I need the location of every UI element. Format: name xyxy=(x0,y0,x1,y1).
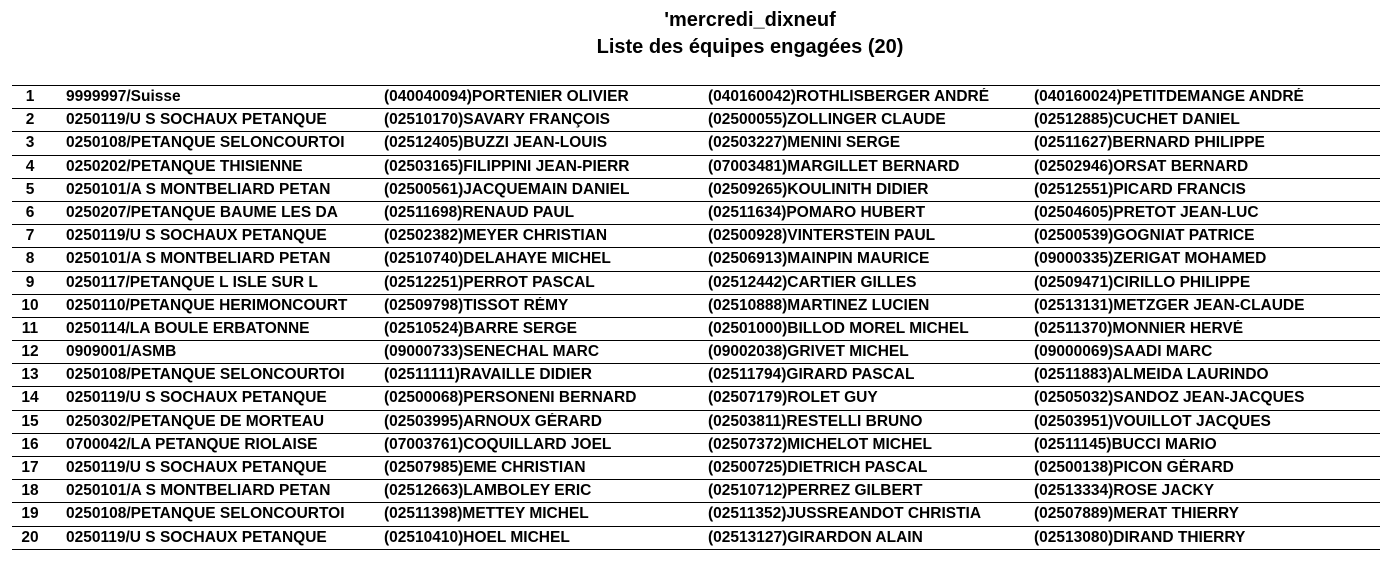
team-number: 8 xyxy=(25,250,35,268)
club-name: 0700042/LA PETANQUE RIOLAISE xyxy=(66,435,318,453)
player-2: (02506913)MAINPIN MAURICE xyxy=(708,250,930,268)
player-1: (09000733)SENECHAL MARC xyxy=(384,343,600,361)
player-2: (02501000)BILLOD MOREL MICHEL xyxy=(708,319,969,337)
table-row xyxy=(12,503,1380,526)
player-3: (09000335)ZERIGAT MOHAMED xyxy=(1034,250,1267,268)
player-3: (02512551)PICARD FRANCIS xyxy=(1034,180,1246,198)
player-2: (02509265)KOULINITH DIDIER xyxy=(708,180,929,198)
player-3: (02513334)ROSE JACKY xyxy=(1034,482,1215,500)
table-row xyxy=(12,86,1380,109)
table-row xyxy=(12,457,1380,480)
player-1: (02511698)RENAUD PAUL xyxy=(384,203,575,221)
table-row xyxy=(12,527,1380,550)
club-name: 0250117/PETANQUE L ISLE SUR L xyxy=(66,273,318,291)
player-2: (02507179)ROLET GUY xyxy=(708,389,878,407)
player-3: (02500138)PICON GÉRARD xyxy=(1034,459,1234,476)
team-number: 12 xyxy=(21,343,39,361)
player-1: (02512663)LAMBOLEY ERIC xyxy=(384,482,592,500)
team-number: 17 xyxy=(21,459,39,476)
player-1: (02510410)HOEL MICHEL xyxy=(384,528,570,546)
player-2: (02511352)JUSSREANDOT CHRISTIA xyxy=(708,505,982,523)
player-1: (02512405)BUZZI JEAN-LOUIS xyxy=(384,134,608,152)
player-2: (02500055)ZOLLINGER CLAUDE xyxy=(708,111,946,129)
table-row xyxy=(12,341,1380,364)
club-name: 0250119/U S SOCHAUX PETANQUE xyxy=(66,227,327,245)
player-1: (02512251)PERROT PASCAL xyxy=(384,273,595,291)
club-name: 0250119/U S SOCHAUX PETANQUE xyxy=(66,528,327,546)
player-2: (02503227)MENINI SERGE xyxy=(708,134,901,152)
teams-list xyxy=(12,85,1380,550)
team-number: 9 xyxy=(25,273,35,291)
table-row xyxy=(12,480,1380,503)
player-2: (07003481)MARGILLET BERNARD xyxy=(708,157,960,175)
table-row xyxy=(12,434,1380,457)
player-1: (02511111)RAVAILLE DIDIER xyxy=(384,366,592,384)
player-1: (040040094)PORTENIER OLIVIER xyxy=(384,88,629,105)
team-number: 5 xyxy=(25,180,35,198)
player-2: (02510888)MARTINEZ LUCIEN xyxy=(708,296,930,314)
club-name: 0909001/ASMB xyxy=(66,343,177,361)
table-row xyxy=(12,364,1380,387)
club-name: 0250207/PETANQUE BAUME LES DA xyxy=(66,203,338,221)
player-3: (02505032)SANDOZ JEAN-JACQUES xyxy=(1034,389,1305,407)
club-name: 0250108/PETANQUE SELONCOURTOI xyxy=(66,505,345,523)
table-row xyxy=(12,156,1380,179)
player-2: (02511634)POMARO HUBERT xyxy=(708,203,926,221)
club-name: 0250119/U S SOCHAUX PETANQUE xyxy=(66,111,327,129)
player-1: (02503995)ARNOUX GÉRARD xyxy=(384,412,602,430)
club-name: 0250108/PETANQUE SELONCOURTOI xyxy=(66,134,345,152)
team-number: 6 xyxy=(25,203,35,221)
player-1: (02511398)METTEY MICHEL xyxy=(384,505,589,523)
team-number: 19 xyxy=(21,505,39,523)
player-1: (07003761)COQUILLARD JOEL xyxy=(384,435,612,453)
club-name: 0250110/PETANQUE HERIMONCOURT xyxy=(66,296,348,314)
table-row xyxy=(12,272,1380,295)
table-row xyxy=(12,318,1380,341)
team-number: 4 xyxy=(25,157,35,175)
player-3: (02507889)MERAT THIERRY xyxy=(1034,505,1240,523)
team-number: 18 xyxy=(21,482,39,500)
player-1: (02503165)FILIPPINI JEAN-PIERR xyxy=(384,157,630,175)
player-2: (09002038)GRIVET MICHEL xyxy=(708,343,909,361)
player-3: (02511627)BERNARD PHILIPPE xyxy=(1034,134,1265,152)
player-3: (02513080)DIRAND THIERRY xyxy=(1034,528,1246,546)
club-name: 0250101/A S MONTBELIARD PETAN xyxy=(66,250,331,268)
club-name: 0250108/PETANQUE SELONCOURTOI xyxy=(66,366,345,384)
player-3: (02500539)GOGNIAT PATRICE xyxy=(1034,227,1255,245)
page-title: 'mercredi_dixneuf xyxy=(664,9,836,31)
team-number: 11 xyxy=(21,319,39,337)
player-3: (02503951)VOUILLOT JACQUES xyxy=(1034,412,1271,430)
club-name: 0250101/A S MONTBELIARD PETAN xyxy=(66,180,331,198)
team-number: 10 xyxy=(21,296,39,314)
club-name: 9999997/Suisse xyxy=(66,88,181,105)
player-1: (02510170)SAVARY FRANÇOIS xyxy=(384,111,610,129)
table-row xyxy=(12,202,1380,225)
table-row xyxy=(12,109,1380,132)
table-row xyxy=(12,248,1380,271)
team-number: 15 xyxy=(21,412,39,430)
player-1: (02510524)BARRE SERGE xyxy=(384,319,577,337)
table-row xyxy=(12,225,1380,248)
player-3: (02511145)BUCCI MARIO xyxy=(1034,435,1217,453)
player-3: (02511883)ALMEIDA LAURINDO xyxy=(1034,366,1269,384)
club-name: 0250302/PETANQUE DE MORTEAU xyxy=(66,412,325,430)
player-3: (02511370)MONNIER HERVÉ xyxy=(1034,319,1244,337)
team-number: 20 xyxy=(21,528,39,546)
table-row xyxy=(12,132,1380,155)
player-2: (02513127)GIRARDON ALAIN xyxy=(708,528,923,546)
club-name: 0250101/A S MONTBELIARD PETAN xyxy=(66,482,331,500)
team-number: 3 xyxy=(25,134,35,152)
club-name: 0250114/LA BOULE ERBATONNE xyxy=(66,319,310,337)
team-number: 13 xyxy=(21,366,39,384)
table-row xyxy=(12,411,1380,434)
club-name: 0250202/PETANQUE THISIENNE xyxy=(66,157,303,175)
team-number: 2 xyxy=(25,111,35,129)
player-1: (02507985)EME CHRISTIAN xyxy=(384,459,586,476)
player-3: (09000069)SAADI MARC xyxy=(1034,343,1213,361)
team-number: 1 xyxy=(25,88,35,105)
player-3: (02509471)CIRILLO PHILIPPE xyxy=(1034,273,1251,291)
player-1: (02510740)DELAHAYE MICHEL xyxy=(384,250,611,268)
team-number: 16 xyxy=(21,435,39,453)
player-3: (02502946)ORSAT BERNARD xyxy=(1034,157,1249,175)
player-2: (02503811)RESTELLI BRUNO xyxy=(708,412,923,430)
club-name: 0250119/U S SOCHAUX PETANQUE xyxy=(66,389,327,407)
player-2: (040160042)ROTHLISBERGER ANDRÉ xyxy=(708,88,990,105)
player-1: (02509798)TISSOT RÉMY xyxy=(384,296,569,314)
player-2: (02512442)CARTIER GILLES xyxy=(708,273,917,291)
player-3: (02504605)PRETOT JEAN-LUC xyxy=(1034,203,1259,221)
team-number: 7 xyxy=(25,227,35,245)
player-1: (02502382)MEYER CHRISTIAN xyxy=(384,227,608,245)
player-3: (040160024)PETITDEMANGE ANDRÉ xyxy=(1034,88,1304,105)
player-3: (02513131)METZGER JEAN-CLAUDE xyxy=(1034,296,1305,314)
player-2: (02511794)GIRARD PASCAL xyxy=(708,366,915,384)
player-3: (02512885)CUCHET DANIEL xyxy=(1034,111,1240,129)
player-2: (02500725)DIETRICH PASCAL xyxy=(708,459,928,476)
table-row xyxy=(12,387,1380,410)
table-row xyxy=(12,179,1380,202)
table-row xyxy=(12,295,1380,318)
player-2: (02507372)MICHELOT MICHEL xyxy=(708,435,932,453)
team-number: 14 xyxy=(21,389,39,407)
player-2: (02500928)VINTERSTEIN PAUL xyxy=(708,227,936,245)
player-1: (02500561)JACQUEMAIN DANIEL xyxy=(384,180,630,198)
club-name: 0250119/U S SOCHAUX PETANQUE xyxy=(66,459,327,476)
page-subtitle: Liste des équipes engagées (20) xyxy=(596,36,904,58)
player-1: (02500068)PERSONENI BERNARD xyxy=(384,389,637,407)
player-2: (02510712)PERREZ GILBERT xyxy=(708,482,923,500)
